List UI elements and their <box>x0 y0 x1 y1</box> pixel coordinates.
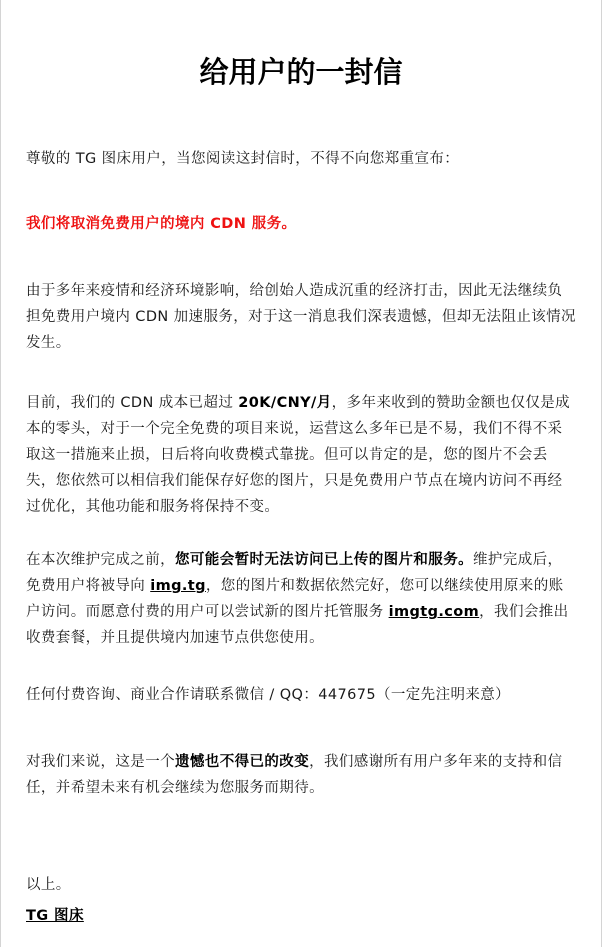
thanks-emphasis: 遗憾也不得已的改变 <box>175 754 310 770</box>
maintenance-text-3: ，您的图片和数据依然完好，您可以继续使用原来的账户访问。而愿意付费的用户可以尝试新的图片托管服务 <box>26 578 564 620</box>
cost-figure: 20K/CNY/月 <box>238 395 332 411</box>
link-img-tg[interactable]: img.tg <box>150 578 206 594</box>
contact-info: 任何付费咨询、商业合作请联系微信 / QQ：447675（一定先注明来意） <box>26 687 511 703</box>
signature <box>26 903 576 929</box>
closing: 以上。 <box>26 877 71 893</box>
signature-link[interactable]: TG 图床 <box>26 908 84 924</box>
maintenance-text-2: 维护完成后，免费用户将被导向 <box>26 552 563 594</box>
paragraph-maintenance <box>26 547 576 651</box>
paragraph-economic-impact: 由于多年来疫情和经济环境影响，给创始人造成沉重的经济打击，因此无法继续负担免费用户境内 CDN 加速服务，对于这一消息我们深表遗憾，但却无法阻止该情况发生。 <box>26 283 576 351</box>
link-imgtg-com[interactable]: imgtg.com <box>388 604 480 620</box>
maintenance-text-4: ，我们会推出收费套餐，并且提供境内加速节点供您使用。 <box>26 604 569 646</box>
page-border-left <box>0 0 1 947</box>
greeting: 尊敬的 TG 图床用户，当您阅读这封信时，不得不向您郑重宣布： <box>26 151 460 167</box>
cost-text-2: ，多年来收到的赞助金额也仅仅是成本的零头，对于一个完全免费的项目来说，运营这么多年已是不易，我们不得不采取这一措施来止损，日后将向收费模式靠拢。但可以肯定的是，您的图片不会丢失，您依然可以相信我们能保存好您的图片，只是免费用户节点在境内访问不再经过优化，其他功能和服务将保持不变。 <box>26 395 571 515</box>
thanks-text-1: 对我们来说，这是一个 <box>26 754 175 770</box>
thanks-text-2: ，我们感谢所有用户多年来的支持和信任，并希望未来有机会继续为您服务而期待。 <box>26 754 563 796</box>
maintenance-warning: 您可能会暂时无法访问已上传的图片和服务。 <box>175 552 473 568</box>
cost-text-1: 目前，我们的 CDN 成本已超过 <box>26 395 239 411</box>
paragraph-cost <box>26 390 576 520</box>
paragraph-thanks <box>26 749 576 801</box>
announcement: 我们将取消免费用户的境内 CDN 服务。 <box>26 216 297 232</box>
letter-title: 给用户的一封信 <box>199 55 403 89</box>
maintenance-text-1: 在本次维护完成之前， <box>26 552 175 568</box>
